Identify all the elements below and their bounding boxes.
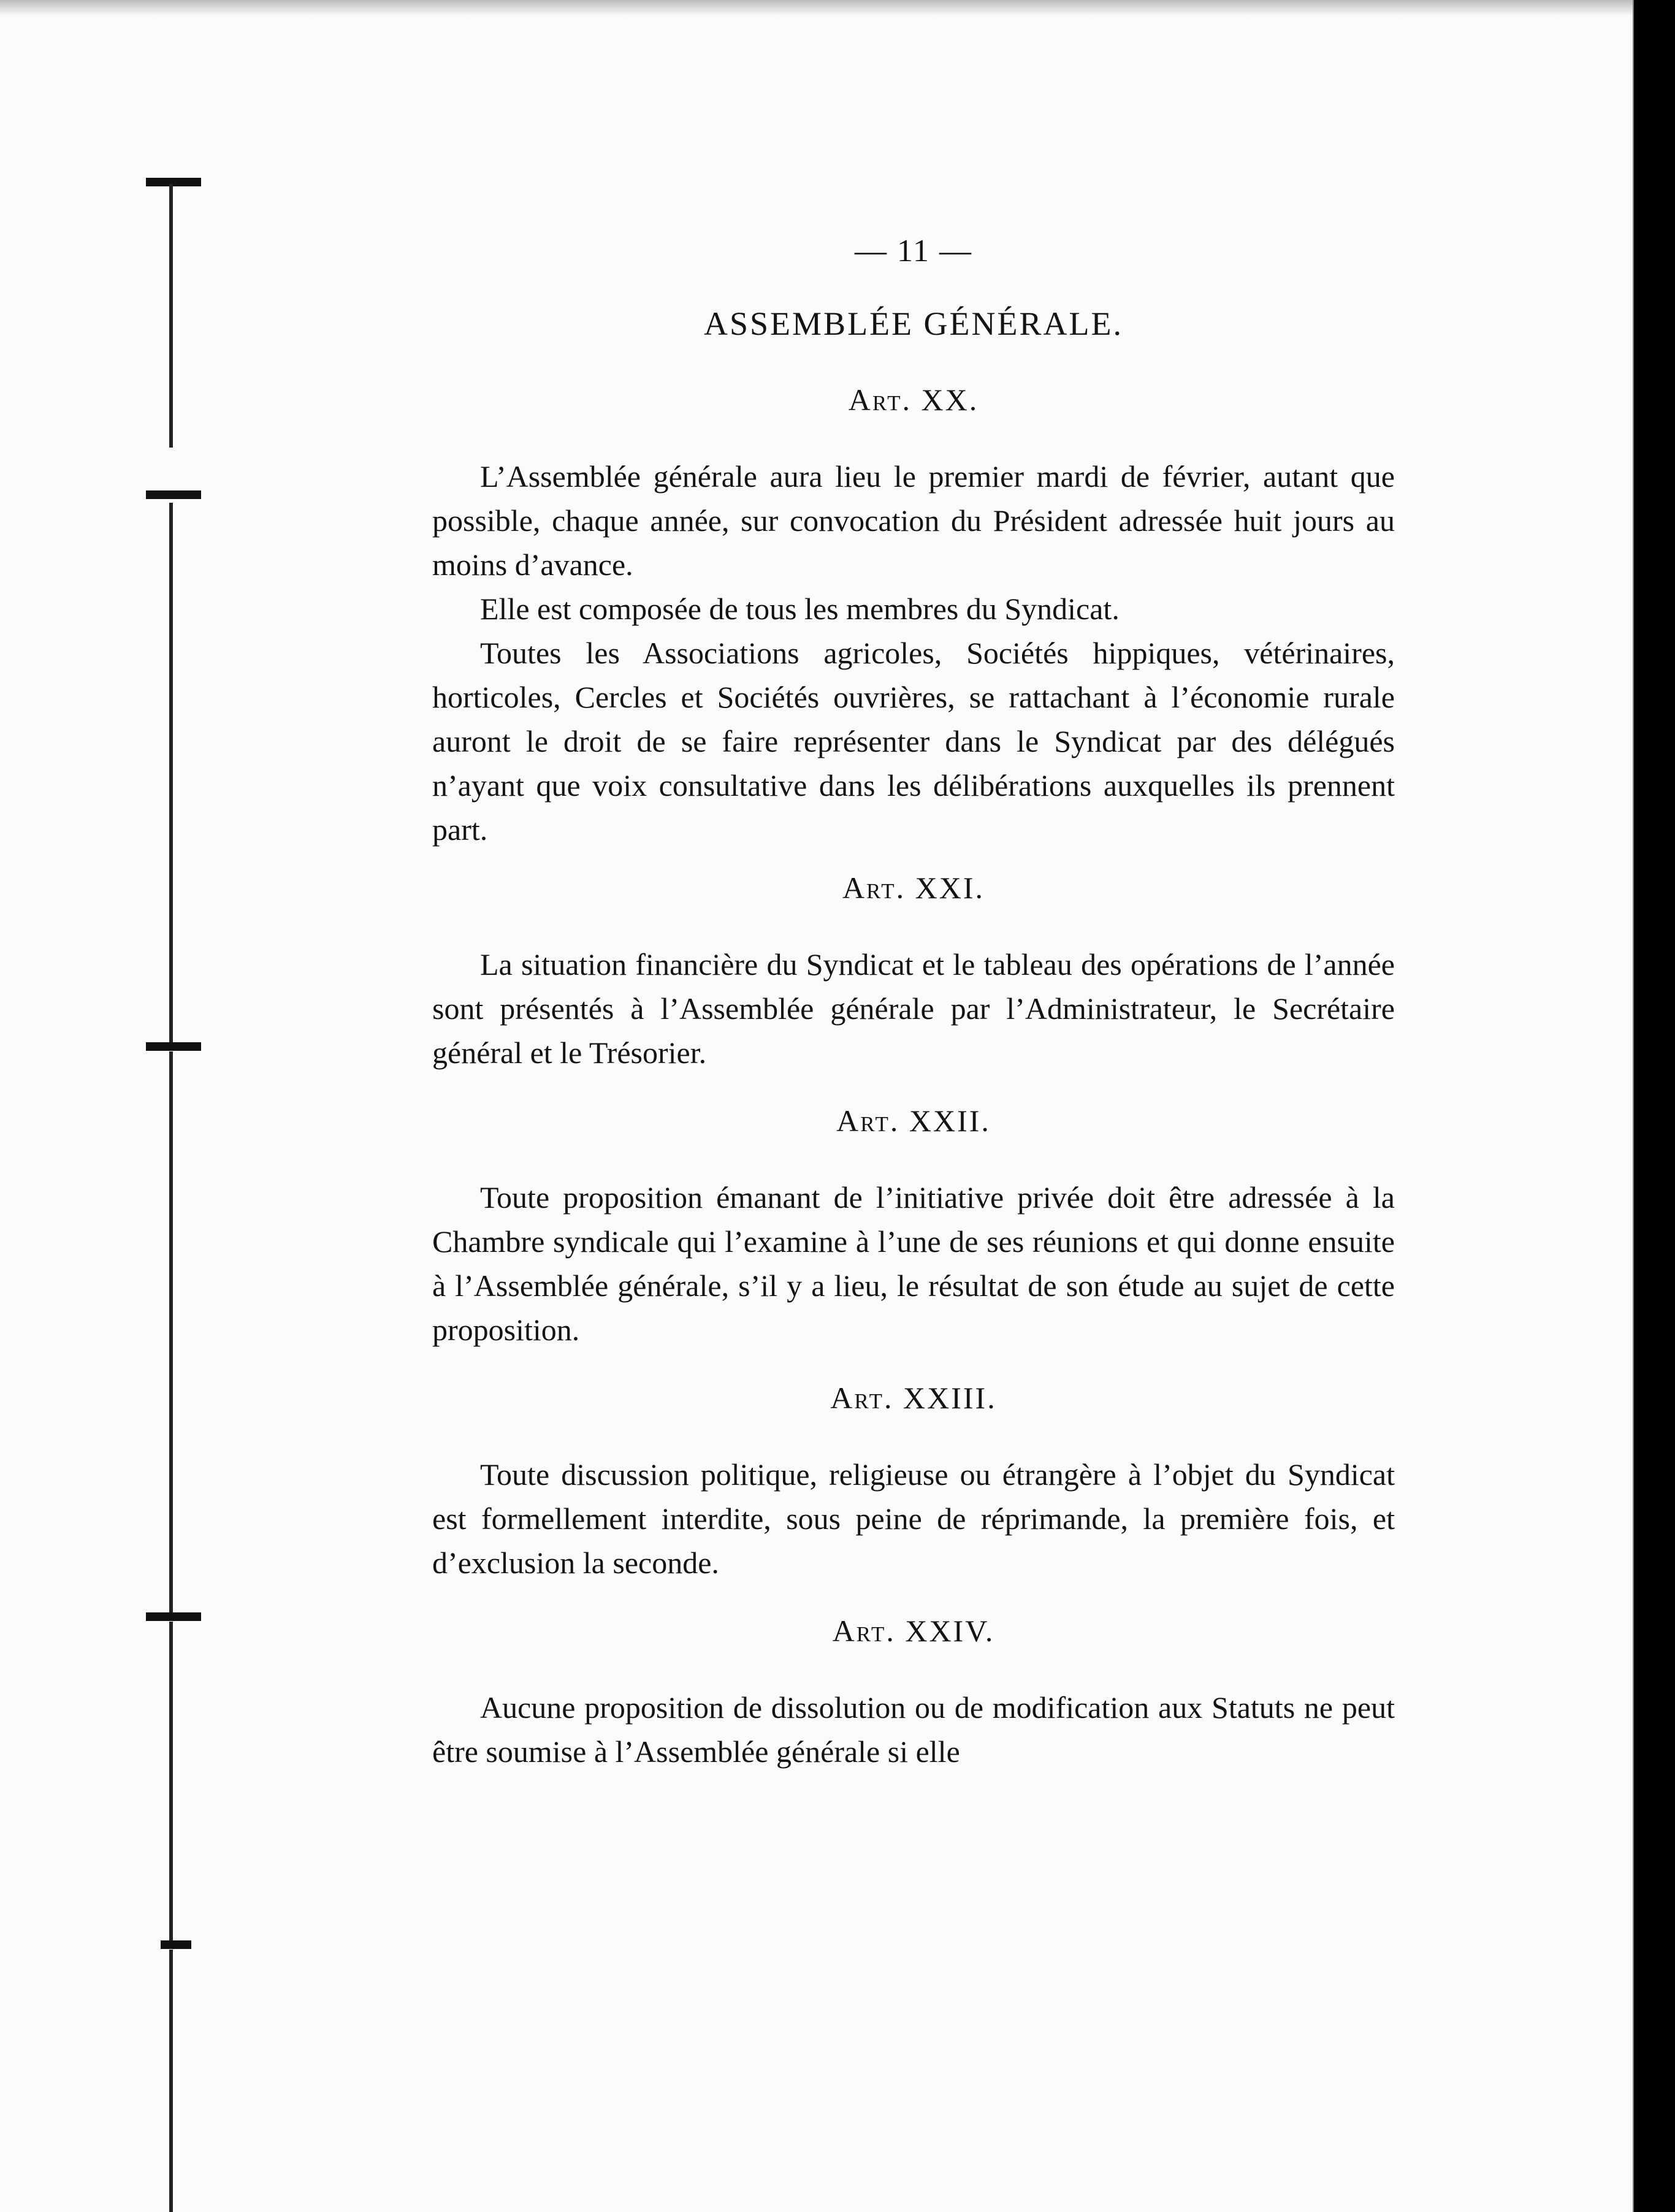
binding-stitches bbox=[0, 0, 221, 2212]
article-heading: Art. XX. bbox=[848, 383, 979, 417]
stitch-mark bbox=[161, 1940, 191, 1949]
article-paragraph: L’Assemblée générale aura lieu le premier mardi de février, autant que possible, chaque année, sur convocation du Président adressée huit jours au moins d’avance. bbox=[432, 459, 1395, 582]
page-number: — 11 — bbox=[854, 234, 973, 269]
binding-thread bbox=[169, 184, 173, 448]
binding-thread bbox=[169, 1950, 173, 2212]
scan-border-right bbox=[1634, 0, 1675, 2212]
article-paragraph: Aucune proposition de dissolution ou de modification aux Statuts ne peut être soumise à l’Assemblée générale si elle bbox=[432, 1690, 1395, 1769]
binding-thread bbox=[169, 1622, 173, 1940]
article-heading: Art. XXII. bbox=[836, 1104, 991, 1138]
article-heading: Art. XXIII. bbox=[830, 1381, 997, 1415]
document-body bbox=[432, 233, 1395, 1774]
page-top-edge bbox=[0, 0, 1634, 16]
article-paragraph: Toutes les Associations agricoles, Sociétés hippiques, vétérinaires, horticoles, Cercles et Sociétés ouvrières, se rattachant à l’économie rurale auront le droit de se faire représenter dans le Syndicat par des délégués n’ayant que voix consultative dans les délibérations auxquelles ils prennent part. bbox=[432, 636, 1395, 847]
stitch-mark bbox=[146, 1612, 201, 1621]
stitch-mark bbox=[146, 1042, 201, 1051]
article-paragraph: Elle est composée de tous les membres du Syndicat. bbox=[480, 592, 1120, 626]
stitch-mark bbox=[146, 178, 201, 186]
section-title: ASSEMBLÉE GÉNÉRALE. bbox=[704, 305, 1123, 342]
article-paragraph: Toute proposition émanant de l’initiative privée doit être adressée à la Chambre syndicale qui l’examine à l’une de ses réunions et qui donne ensuite à l’Assemblée générale, s’il y a lieu, le résultat de son étude au sujet de cette proposition. bbox=[432, 1180, 1395, 1347]
article-paragraph: La situation financière du Syndicat et le tableau des opérations de l’année sont présentés à l’Assemblée générale par l’Administrateur, le Secrétaire général et le Trésorier. bbox=[432, 947, 1395, 1070]
stitch-mark bbox=[146, 490, 201, 499]
article-heading: Art. XXI. bbox=[842, 871, 985, 905]
binding-thread bbox=[169, 503, 173, 1042]
article-heading: Art. XXIV. bbox=[832, 1614, 995, 1648]
article-paragraph: Toute discussion politique, religieuse ou étrangère à l’objet du Syndicat est formellement interdite, sous peine de réprimande, la première fois, et d’exclusion la seconde. bbox=[432, 1457, 1395, 1580]
binding-thread bbox=[169, 1051, 173, 1615]
